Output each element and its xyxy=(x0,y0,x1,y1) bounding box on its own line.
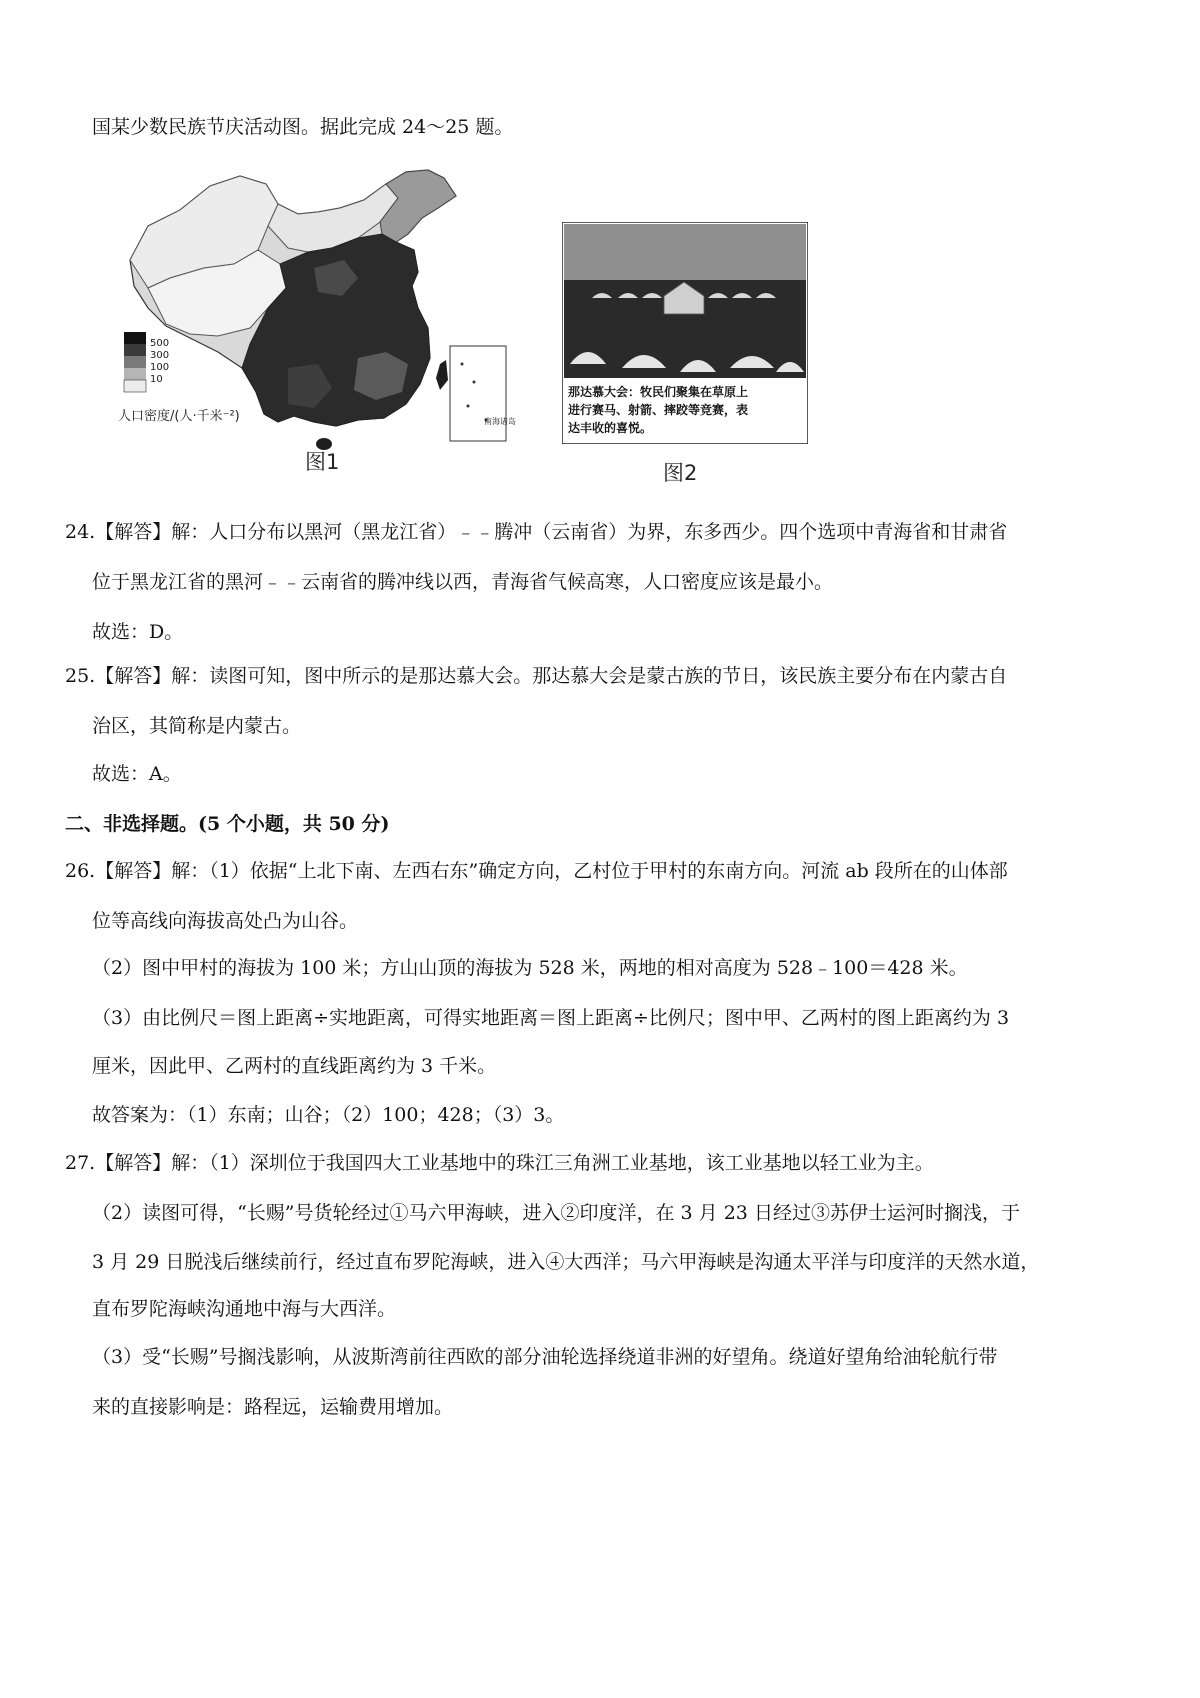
q24-answer: 故选：D。 xyxy=(92,621,184,643)
inset-label: 南海诸岛 xyxy=(484,417,516,426)
q27-line3: 3 月 29 日脱浅后继续前行，经过直布罗陀海峡，进入④大西洋；马六甲海峡是沟通太平洋与印度洋的天然水道， xyxy=(92,1251,1040,1273)
q27-line6: 来的直接影响是：路程远，运输费用增加。 xyxy=(92,1396,454,1418)
q26-line5: 厘米，因此甲、乙两村的直线距离约为 3 千米。 xyxy=(92,1055,497,1077)
figure-2-festival-photo xyxy=(562,222,808,444)
q24-line2: 位于黑龙江省的黑河﹣﹣云南省的腾冲线以西，青海省气候高寒，人口密度应该是最小。 xyxy=(92,571,834,593)
photo-caption-line3: 达丰收的喜悦。 xyxy=(568,421,653,435)
q27-line5: （3）受“长赐”号搁浅影响，从波斯湾前往西欧的部分油轮选择绕道非洲的好望角。绕道好望角给油轮航行带 xyxy=(92,1346,998,1368)
photo-caption-line2: 进行赛马、射箭、摔跤等竞赛，表 xyxy=(568,403,749,417)
q27-line2: （2）读图可得，“长赐”号货轮经过①马六甲海峡，进入②印度洋，在 3 月 23 日经过③苏伊士运河时搁浅，于 xyxy=(92,1202,1020,1224)
legend-value-100: 100 xyxy=(150,362,170,373)
q26-line3: （2）图中甲村的海拔为 100 米；方山山顶的海拔为 528 米，两地的相对高度为 528﹣100＝428 米。 xyxy=(92,957,968,979)
legend-value-10: 10 xyxy=(150,374,163,385)
photo-caption-line1: 那达慕大会：牧民们聚集在草原上 xyxy=(568,385,749,399)
figure-1-caption: 图1 xyxy=(305,450,340,474)
china-map-illustration xyxy=(118,168,532,453)
q26-answer: 故答案为：（1）东南；山谷；（2）100；428；（3）3。 xyxy=(92,1104,565,1126)
q24-line1: 24.【解答】解：人口分布以黑河（黑龙江省）﹣﹣腾冲（云南省）为界，东多西少。四个选项中青海省和甘肃省 xyxy=(65,521,1008,543)
q25-answer: 故选：A。 xyxy=(92,763,182,785)
legend-value-500: 500 xyxy=(150,338,170,349)
intro-text: 国某少数民族节庆活动图。据此完成 24～25 题。 xyxy=(92,116,514,138)
legend-value-300: 300 xyxy=(150,350,170,361)
figure-2-caption: 图2 xyxy=(663,461,698,485)
section-2-heading: 二、非选择题。(5 个小题，共 50 分) xyxy=(65,813,390,835)
legend-title: 人口密度/(人·千米⁻²) xyxy=(118,409,240,424)
q25-line1: 25.【解答】解：读图可知，图中所示的是那达慕大会。那达慕大会是蒙古族的节日，该民族主要分布在内蒙古自 xyxy=(65,665,1008,687)
q26-line1: 26.【解答】解：（1）依据“上北下南、左西右东”确定方向，乙村位于甲村的东南方向。河流 ab 段所在的山体部 xyxy=(65,860,1008,882)
q27-line1: 27.【解答】解：（1）深圳位于我国四大工业基地中的珠江三角洲工业基地，该工业基地以轻工业为主。 xyxy=(65,1152,934,1174)
q26-line4: （3）由比例尺＝图上距离÷实地距离，可得实地距离＝图上距离÷比例尺；图中甲、乙两村的图上距离约为 3 xyxy=(92,1007,1010,1029)
q27-line4: 直布罗陀海峡沟通地中海与大西洋。 xyxy=(92,1298,397,1320)
q26-line2: 位等高线向海拔高处凸为山谷。 xyxy=(92,910,359,932)
figure-1-population-map xyxy=(118,168,532,453)
naadam-photo xyxy=(562,222,808,444)
q25-line2: 治区，其简称是内蒙古。 xyxy=(92,715,302,737)
